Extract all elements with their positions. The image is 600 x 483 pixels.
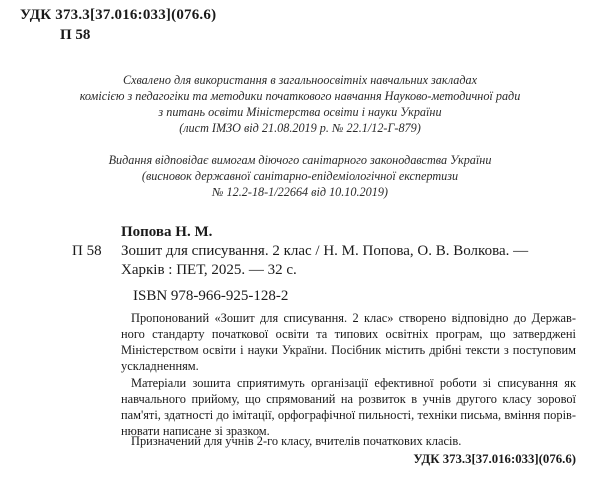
sanitary-line: (висновок державної санітарно-епідеміологічної експертизи	[141, 169, 459, 183]
sanitary-line: Видання відповідає вимогам діючого санітарного законодавства України	[108, 153, 492, 167]
author-heading: Попова Н. М.	[121, 224, 213, 240]
annotation-line: Матеріали зошита сприятимуть організації ефективної роботи зі списування як	[131, 376, 576, 390]
annotation-paragraph-3	[121, 433, 576, 449]
annotation-line: пам'яті, здатності до імітації, орфографічної пильності, техніки письма, вміння порів-	[121, 408, 576, 422]
annotation-line: ного стандарту початкової освіти та типових освітніх програм, що затверджені	[121, 327, 576, 341]
annotation-line: нювати написане зі зразком.	[121, 424, 270, 438]
bibliographic-imprint: Харків : ПЕТ, 2025. — 32 с.	[121, 262, 297, 278]
approval-line: (лист ІМЗО від 21.08.2019 р. № 22.1/12-Г-879)	[179, 121, 421, 135]
bibliographic-title: Зошит для списування. 2 клас / Н. М. Попова, О. В. Волкова. —	[121, 243, 529, 259]
approval-line: комісією з педагогіки та методики початкового навчання Науково-методичної ради	[79, 89, 521, 103]
annotation-line: ускладненням.	[121, 359, 199, 373]
approval-line: з питань освіти Міністерства освіти і науки України	[158, 105, 442, 119]
annotation-line: Призначений для учнів 2-го класу, вчителів початкових класів.	[131, 434, 462, 448]
udk-code-bottom: УДК 373.3[37.016:033](076.6)	[413, 452, 576, 466]
author-sign-code: П 58	[72, 243, 102, 259]
approval-statement	[0, 72, 600, 136]
approval-line: Схвалено для використання в загальноосвітніх навчальних закладах	[122, 73, 478, 87]
annotation-paragraph-1	[121, 310, 576, 374]
annotation-line: Міністерством освіти і науки України. Посібник містить дрібні тексти з поступовим	[121, 343, 576, 357]
annotation-paragraph-2	[121, 375, 576, 439]
udk-code-top: УДК 373.3[37.016:033](076.6)	[20, 7, 217, 23]
annotation-line: навчального прийому, що спрямований на розвиток в учнів другого класу зорової	[121, 392, 576, 406]
annotation-line: Пропонований «Зошит для списування. 2 клас» створено відповідно до Держав-	[131, 311, 576, 325]
isbn: ISBN 978-966-925-128-2	[133, 288, 289, 304]
author-sign-code-top: П 58	[60, 27, 91, 43]
sanitary-statement	[0, 152, 600, 200]
sanitary-line: № 12.2-18-1/22664 від 10.10.2019)	[212, 185, 388, 199]
